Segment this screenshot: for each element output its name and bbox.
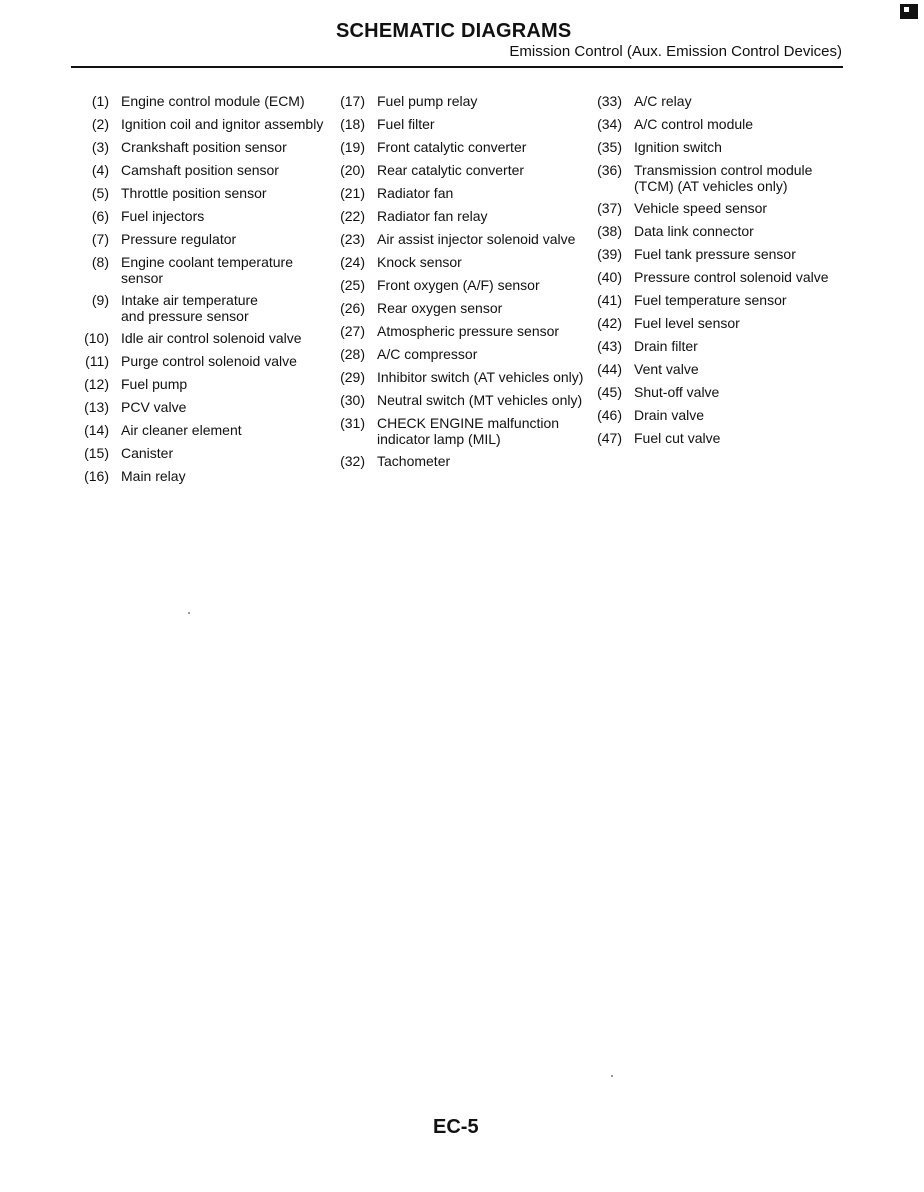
legend-item [82,185,337,201]
legend-item-number: (36) [597,162,622,178]
legend-item [82,139,337,155]
legend-item [338,139,596,155]
legend-item [82,445,337,461]
legend-item-number: (46) [597,407,622,423]
legend-item-number: (7) [91,231,109,247]
legend-item-label: Air assist injector solenoid valve [377,231,576,247]
legend-item-number: (38) [597,223,622,239]
legend-item-label: Neutral switch (MT vehicles only) [377,392,583,408]
legend-item-label: Idle air control solenoid valve [121,330,302,346]
legend-item-label: Fuel injectors [121,208,205,224]
legend-item-label: Engine control module (ECM) [121,93,305,109]
legend-item-number: (2) [91,116,109,132]
legend-item-number: (44) [597,361,622,377]
legend-item [338,415,596,447]
legend-item-number: (15) [84,445,109,461]
legend-item-number: (45) [597,384,622,400]
legend-item-number: (24) [340,254,365,270]
legend-item [594,384,854,400]
legend-item-number: (27) [340,323,365,339]
legend-item-number: (31) [340,415,365,431]
legend-item-number: (30) [340,392,365,408]
legend-item-label: Crankshaft position sensor [121,139,287,155]
legend-item-label: Fuel level sensor [634,315,740,331]
legend-item-label: Drain filter [634,338,698,354]
legend-item [338,300,596,316]
legend-item [82,93,337,109]
legend-item-number: (16) [84,468,109,484]
legend-item-number: (23) [340,231,365,247]
legend-item-label: Ignition switch [634,139,722,155]
legend-item-label: A/C relay [634,93,692,109]
legend-column-1 [82,93,337,491]
legend-item-label: Throttle position sensor [121,185,267,201]
legend-item [594,200,854,216]
legend-item-label: Fuel filter [377,116,435,132]
legend-item-label: Fuel pump relay [377,93,478,109]
legend-item-number: (33) [597,93,622,109]
legend-item-label: Inhibitor switch (AT vehicles only) [377,369,584,385]
page-corner-mark [900,4,918,19]
legend-item-number: (43) [597,338,622,354]
legend-item-label: A/C compressor [377,346,478,362]
legend-item-label: Camshaft position sensor [121,162,279,178]
legend-item-number: (14) [84,422,109,438]
legend-item-number: (26) [340,300,365,316]
legend-item [82,376,337,392]
legend-item [594,246,854,262]
legend-item [594,223,854,239]
legend-item-label: Front oxygen (A/F) sensor [377,277,540,293]
legend-item-number: (8) [91,254,109,270]
legend-item [82,254,337,286]
legend-item-label: Shut-off valve [634,384,720,400]
legend-item [338,116,596,132]
legend-item [338,185,596,201]
legend-item-number: (12) [84,376,109,392]
legend-item [594,338,854,354]
legend-item [82,353,337,369]
legend-item-number: (5) [91,185,109,201]
legend-item-label: Main relay [121,468,186,484]
legend-item-label: Air cleaner element [121,422,242,438]
legend-item-label: Intake air temperature and pressure sensor [121,292,258,324]
legend-item-label: Engine coolant temperature sensor [121,254,293,286]
legend-item-number: (29) [340,369,365,385]
legend-item [594,430,854,446]
legend-item-number: (11) [85,353,109,369]
legend-item-label: Rear oxygen sensor [377,300,503,316]
legend-item-number: (35) [597,139,622,155]
legend-item-label: Front catalytic converter [377,139,527,155]
legend-item-label: PCV valve [121,399,187,415]
legend-item-number: (17) [340,93,365,109]
legend-item-number: (10) [84,330,109,346]
legend-item-label: Ignition coil and ignitor assembly [121,116,324,132]
legend-item-label: Pressure regulator [121,231,237,247]
legend-item [594,407,854,423]
legend-item-number: (21) [340,185,365,201]
legend-item-number: (6) [91,208,109,224]
legend-item-number: (19) [340,139,365,155]
legend-item-label: Fuel tank pressure sensor [634,246,796,262]
legend-item [594,269,854,285]
legend-item [594,93,854,109]
legend-item-number: (40) [597,269,622,285]
legend-item-number: (13) [84,399,109,415]
legend-item-label: Atmospheric pressure sensor [377,323,560,339]
legend-item [594,139,854,155]
legend-item-number: (4) [91,162,109,178]
legend-item-number: (3) [91,139,109,155]
header-rule [71,66,843,68]
legend-item-number: (32) [340,453,365,469]
legend-item-label: Rear catalytic converter [377,162,525,178]
legend-item-number: (37) [597,200,622,216]
legend-item [82,162,337,178]
legend-item-label: CHECK ENGINE malfunction indicator lamp (MIL) [377,415,560,447]
legend-item-label: Tachometer [377,453,451,469]
legend-item [338,392,596,408]
legend-column-3 [594,93,854,453]
legend-item-number: (9) [91,292,109,308]
legend-item-number: (20) [340,162,365,178]
legend-item [338,453,596,469]
legend-item [338,277,596,293]
legend-item [338,231,596,247]
legend-item [338,346,596,362]
legend-item [594,292,854,308]
legend-item-number: (47) [597,430,622,446]
legend-item-label: Data link connector [634,223,754,239]
section-subtitle: Emission Control (Aux. Emission Control Devices) [509,43,842,60]
legend-item [82,208,337,224]
legend-item-number: (25) [340,277,365,293]
scan-speck [188,612,190,614]
legend-item [338,254,596,270]
legend-item [82,422,337,438]
legend-item-label: Knock sensor [377,254,462,270]
legend-item [82,116,337,132]
legend-item-number: (39) [597,246,622,262]
legend-column-2 [338,93,596,476]
legend-item [82,292,337,324]
legend-item [338,162,596,178]
legend-item-number: (1) [91,93,109,109]
legend-item-label: Fuel cut valve [634,430,721,446]
legend-item-label: Radiator fan relay [377,208,488,224]
legend-item-number: (28) [340,346,365,362]
legend-item [594,361,854,377]
legend-item [82,330,337,346]
legend-item-label: Purge control solenoid valve [121,353,297,369]
legend-item-label: A/C control module [634,116,754,132]
legend-item [594,116,854,132]
legend-item-label: Fuel temperature sensor [634,292,787,308]
legend-item [338,323,596,339]
scan-speck [611,1075,613,1077]
legend-item [82,231,337,247]
page-number: EC-5 [433,1116,479,1138]
legend-item [82,468,337,484]
legend-item-number: (34) [597,116,622,132]
legend-item [594,162,854,194]
legend-item-label: Vent valve [634,361,699,377]
legend-item [338,93,596,109]
legend-item-number: (42) [597,315,622,331]
legend-item [82,399,337,415]
page-title: SCHEMATIC DIAGRAMS [336,20,572,42]
legend-item-label: Transmission control module (TCM) (AT vehicles only) [634,162,813,194]
legend-item-label: Vehicle speed sensor [634,200,768,216]
legend-item-number: (22) [340,208,365,224]
legend-item-label: Radiator fan [377,185,454,201]
legend-item [338,208,596,224]
legend-item [338,369,596,385]
legend-item-number: (41) [597,292,622,308]
legend-item-number: (18) [340,116,365,132]
legend-item-label: Fuel pump [121,376,188,392]
legend-item-label: Pressure control solenoid valve [634,269,829,285]
legend-item-label: Canister [121,445,174,461]
legend-item-label: Drain valve [634,407,705,423]
legend-item [594,315,854,331]
